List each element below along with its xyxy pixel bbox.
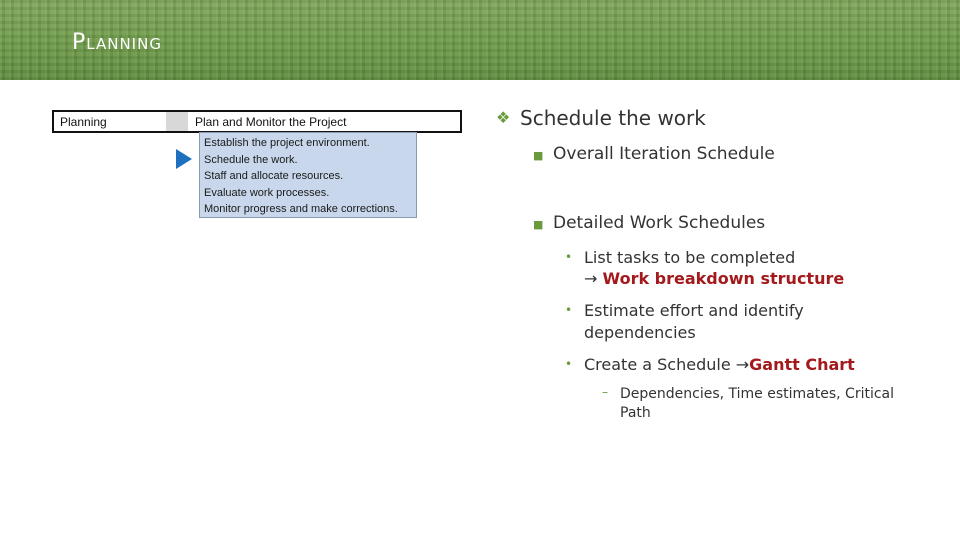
sub-item-estimate-effort: Estimate effort and identify (584, 301, 804, 320)
outline-item-detailed-schedules: Detailed Work Schedules (553, 213, 766, 233)
square-bullet-icon: ■ (533, 218, 544, 231)
process-item: Staff and allocate resources. (204, 170, 344, 183)
sub-item-create-schedule (584, 355, 855, 374)
process-item: Evaluate work processes. (204, 186, 330, 199)
process-item: Schedule the work. (204, 153, 298, 166)
sub-sub-item-details-cont: Path (620, 405, 651, 421)
dot-bullet-icon: • (565, 250, 573, 264)
arrow-right-icon: → (584, 269, 603, 288)
outline-item-overall-schedule: Overall Iteration Schedule (553, 144, 775, 164)
process-item: Establish the project environment. (204, 137, 370, 149)
dash-bullet-icon: – (602, 385, 608, 399)
gantt-emphasis: Gantt Chart (749, 355, 855, 374)
sub-item-estimate-effort-cont: dependencies (584, 323, 696, 342)
dot-bullet-icon: • (565, 357, 573, 371)
process-item: Monitor progress and make corrections. (204, 203, 398, 216)
arrow-right-icon: → (735, 355, 750, 374)
four-diamond-bullet-icon: ❖ (496, 108, 511, 127)
sub-item-list-tasks: List tasks to be completed (584, 248, 796, 267)
dot-bullet-icon: • (565, 303, 573, 317)
outline-heading: Schedule the work (520, 106, 706, 130)
wbs-emphasis: Work breakdown structure (602, 269, 845, 288)
slide-title: Planning (72, 30, 162, 55)
create-schedule-text: Create a Schedule (584, 355, 736, 374)
sub-sub-item-details: Dependencies, Time estimates, Critical (620, 386, 895, 402)
phase-label: Planning (60, 115, 107, 129)
sub-item-list-tasks-result (584, 269, 844, 288)
square-bullet-icon: ■ (533, 149, 544, 162)
process-group-label: Plan and Monitor the Project (195, 115, 347, 129)
